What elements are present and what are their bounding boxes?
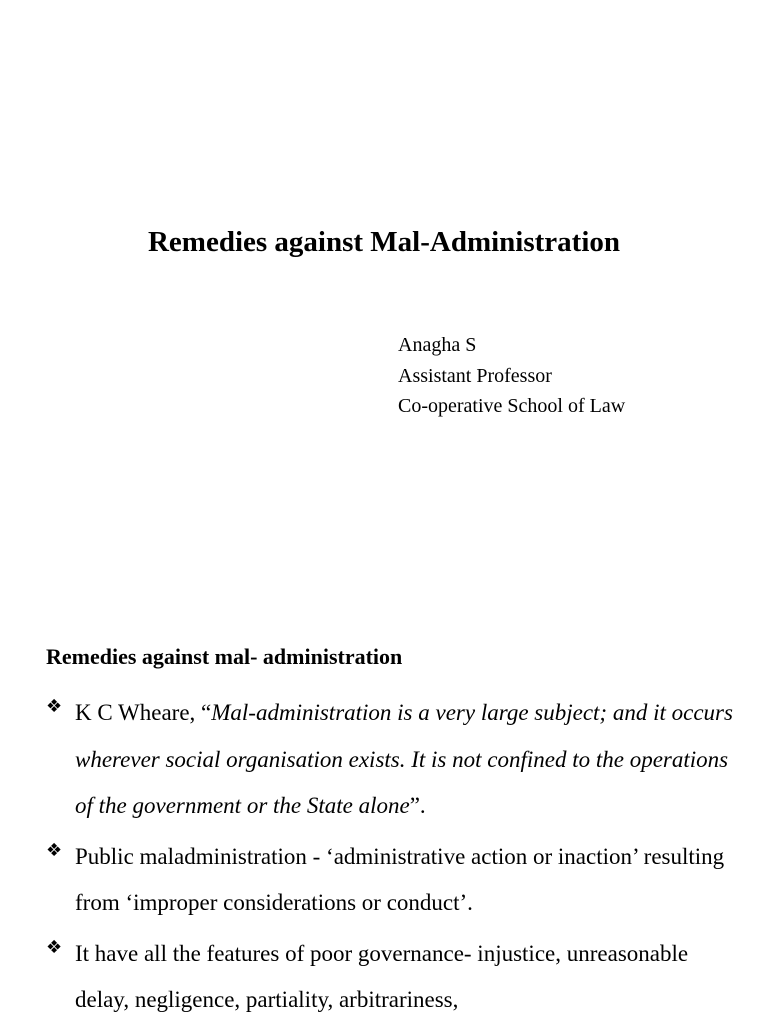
bullet-text: It have all the features of poor governance- injustice, unreasonable delay, negligence, partiality, arbitrariness, xyxy=(75,940,689,1012)
quote-prefix: K C Wheare, “ xyxy=(75,700,212,725)
author-designation: Assistant Professor xyxy=(398,364,552,387)
diamond-bullet-icon: ❖ xyxy=(46,936,63,958)
author-name: Anagha S xyxy=(398,334,477,356)
bullet-text: Public maladministration - ‘administrative action or inaction’ resulting from ‘improper considerations or conduct’. xyxy=(75,843,725,915)
bullet-item-wheare-quote xyxy=(46,690,736,830)
wheare-quote: Mal-administration is a very large subject; and it occurs wherever social organisation exists. It is not confined to the operations of the government or the State alone xyxy=(75,700,733,818)
diamond-bullet-icon: ❖ xyxy=(46,839,63,861)
bullet-item-public-maladministration xyxy=(46,834,736,927)
bullet-list xyxy=(46,690,736,1028)
diamond-bullet-icon: ❖ xyxy=(46,696,63,717)
quote-suffix: ”. xyxy=(409,793,426,818)
section-heading: Remedies against mal- administration xyxy=(46,644,403,669)
bullet-text xyxy=(75,700,733,818)
bullet-item-poor-governance xyxy=(46,931,736,1024)
author-institution: Co-operative School of Law xyxy=(398,395,626,417)
page-title: Remedies against Mal-Administration xyxy=(147,226,621,258)
author-block xyxy=(398,330,625,422)
